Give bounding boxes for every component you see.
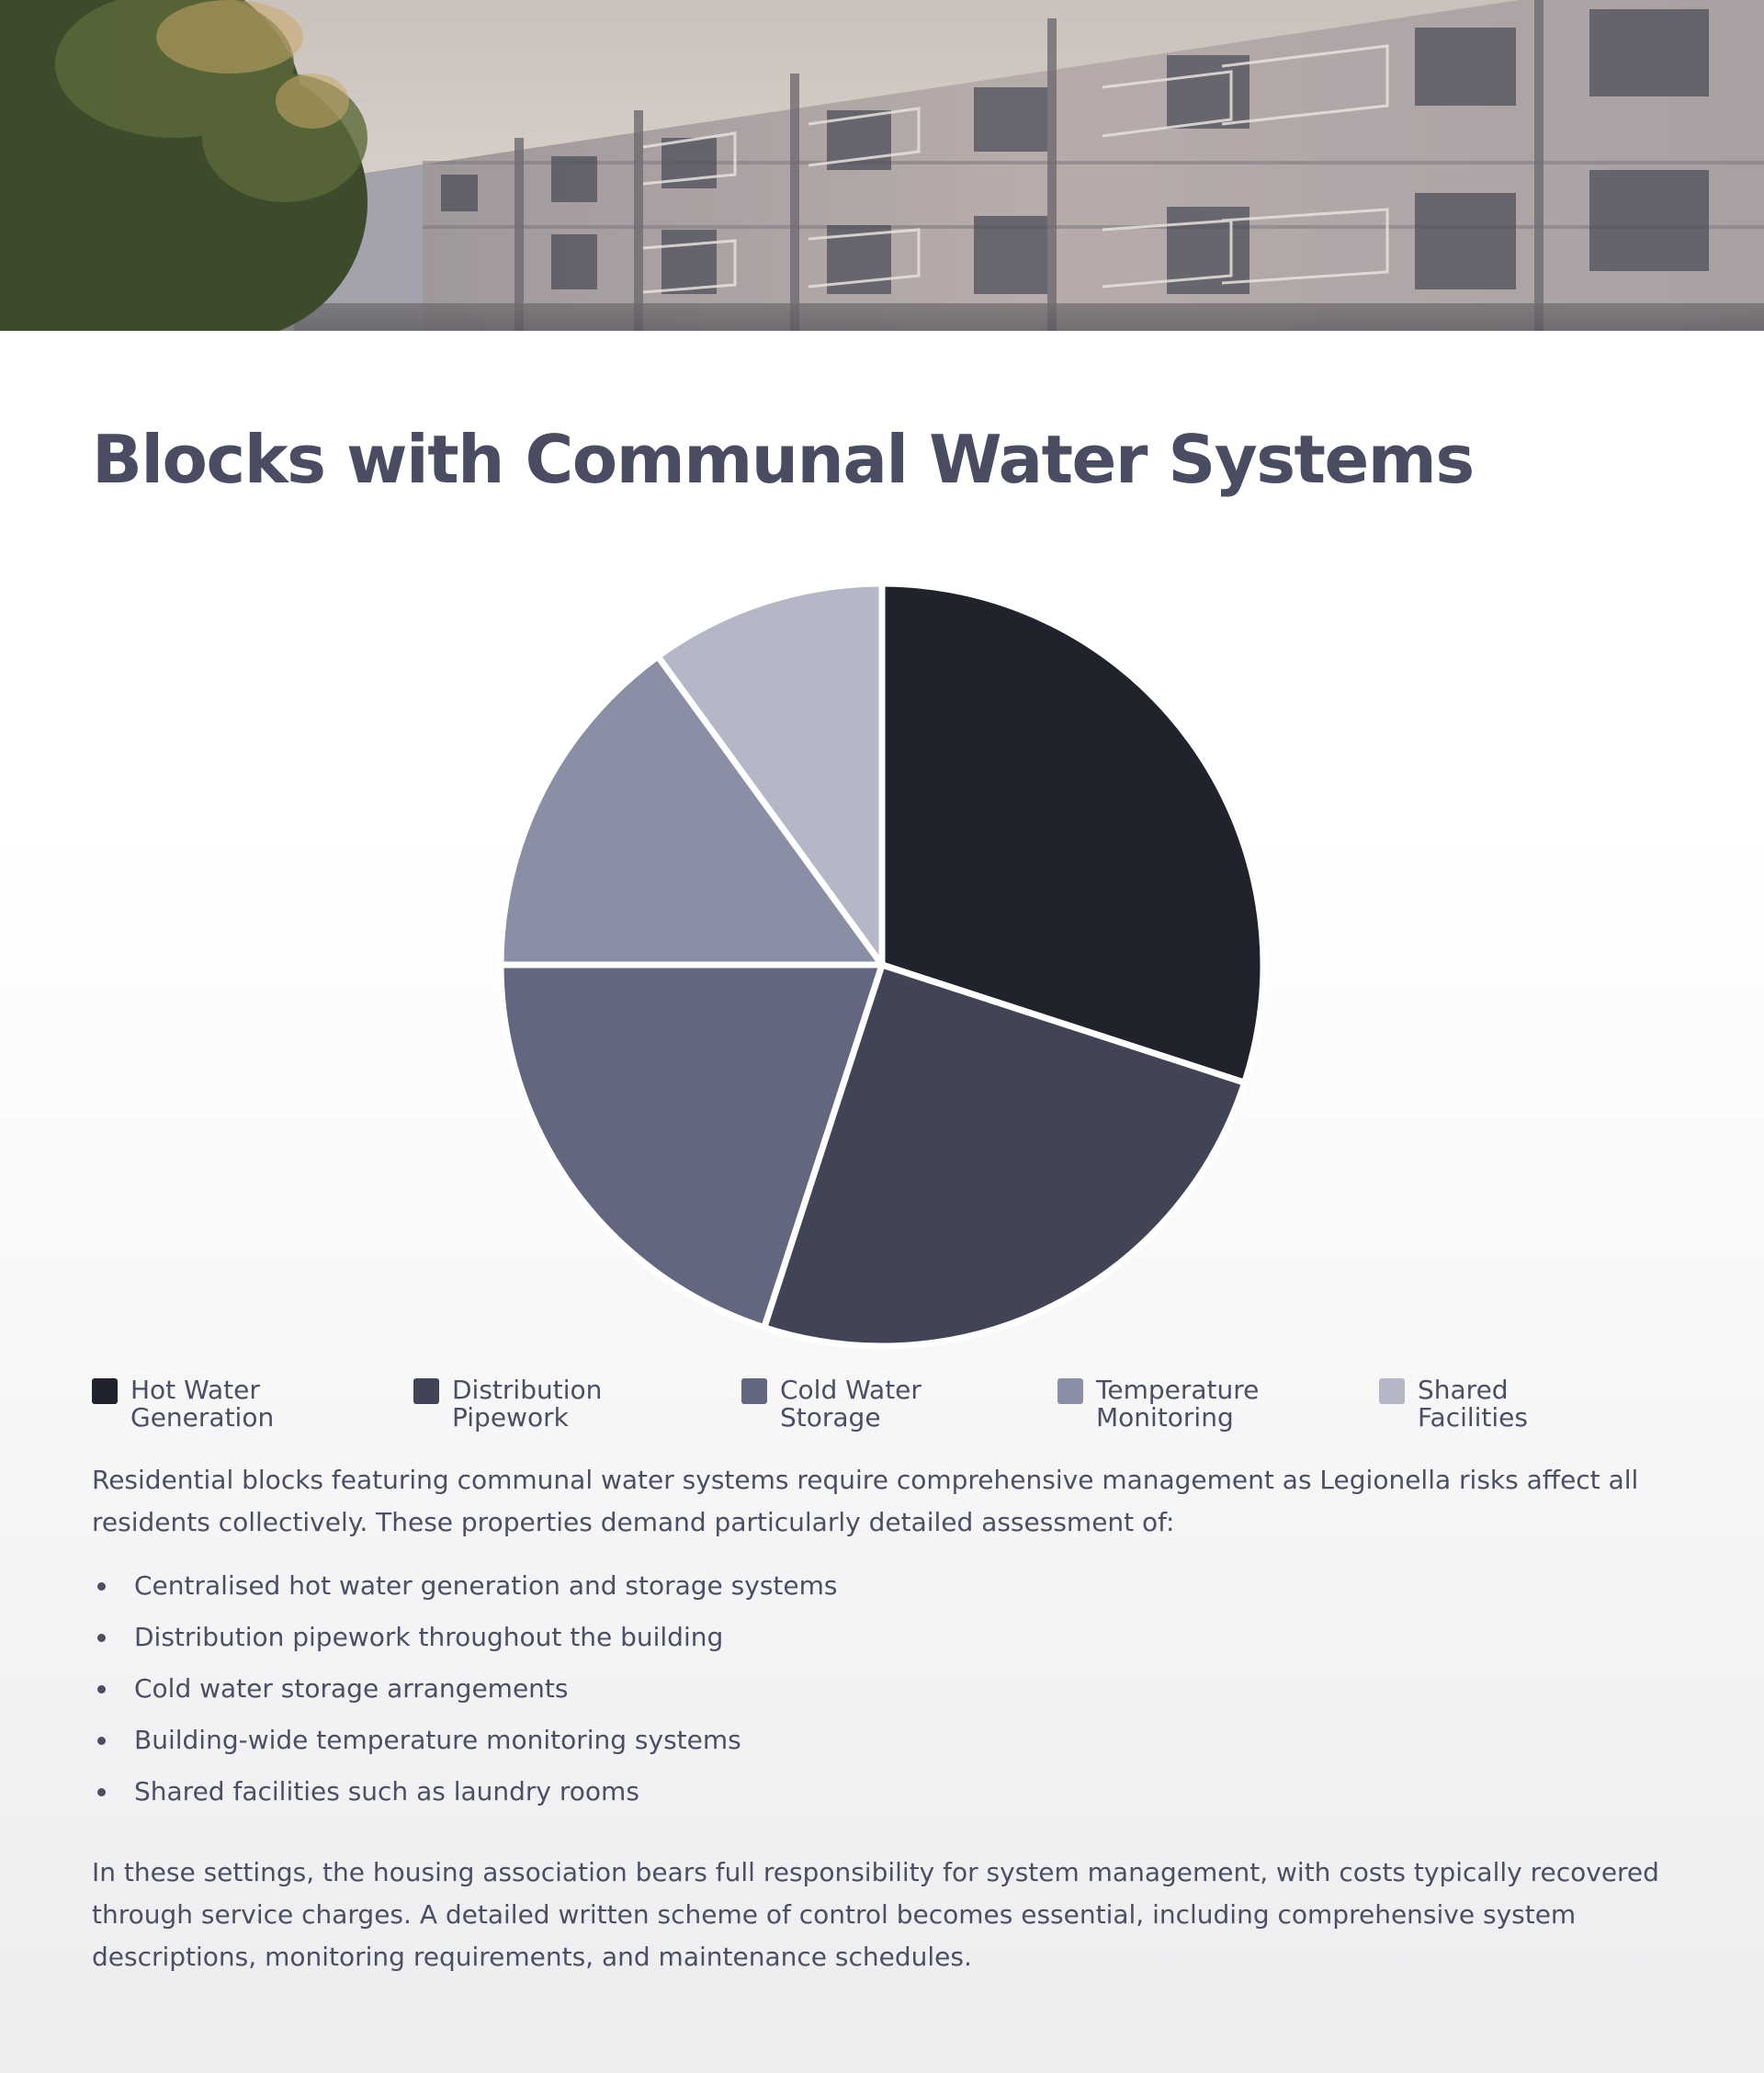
- legend-item-cold-water-storage: [741, 1376, 982, 1432]
- legend-label: Distribution Pipework: [452, 1375, 603, 1433]
- legend-item-shared-facilities: [1379, 1376, 1620, 1432]
- legend-label: Temperature Monitoring: [1096, 1375, 1260, 1433]
- closing-paragraph: In these settings, the housing association bears full responsibility for system management, with costs typically recovered through service charges. A detailed written scheme of control becomes essential, including comprehensive system descriptions, monitoring requirements, and maintenance schedules.: [92, 1857, 1659, 1972]
- legend-label: Cold Water Storage: [780, 1375, 922, 1433]
- legend-swatch: [1379, 1378, 1405, 1404]
- apartment-building-photo: [0, 0, 1764, 331]
- assessment-list: [92, 1560, 1672, 1818]
- list-item: Building-wide temperature monitoring systems: [92, 1715, 1672, 1766]
- list-item: Cold water storage arrangements: [92, 1663, 1672, 1715]
- page-title: Blocks with Communal Water Systems: [92, 421, 1474, 498]
- legend-swatch: [413, 1378, 439, 1404]
- legend-item-temperature-monitoring: [1057, 1376, 1298, 1432]
- legend-item-distribution-pipework: [413, 1376, 654, 1432]
- legend-label: Shared Facilities: [1418, 1375, 1528, 1433]
- legend-swatch: [741, 1378, 767, 1404]
- chart-legend: [92, 1376, 1672, 1441]
- legend-swatch: [1057, 1378, 1083, 1404]
- legend-item-hot-water-generation: [92, 1376, 333, 1432]
- list-item: Distribution pipework throughout the building: [92, 1612, 1672, 1663]
- hero-image: [0, 0, 1764, 331]
- pie-chart: [487, 570, 1277, 1360]
- legend-label: Hot Water Generation: [130, 1375, 275, 1433]
- intro-paragraph: Residential blocks featuring communal water systems require comprehensive management as Legionella risks affect all residents collectively. These properties demand particularly detailed assessment of:: [92, 1465, 1639, 1537]
- list-item: Shared facilities such as laundry rooms: [92, 1766, 1672, 1818]
- legend-swatch: [92, 1378, 118, 1404]
- pie-chart-svg: [487, 570, 1277, 1360]
- list-item: Centralised hot water generation and storage systems: [92, 1560, 1672, 1612]
